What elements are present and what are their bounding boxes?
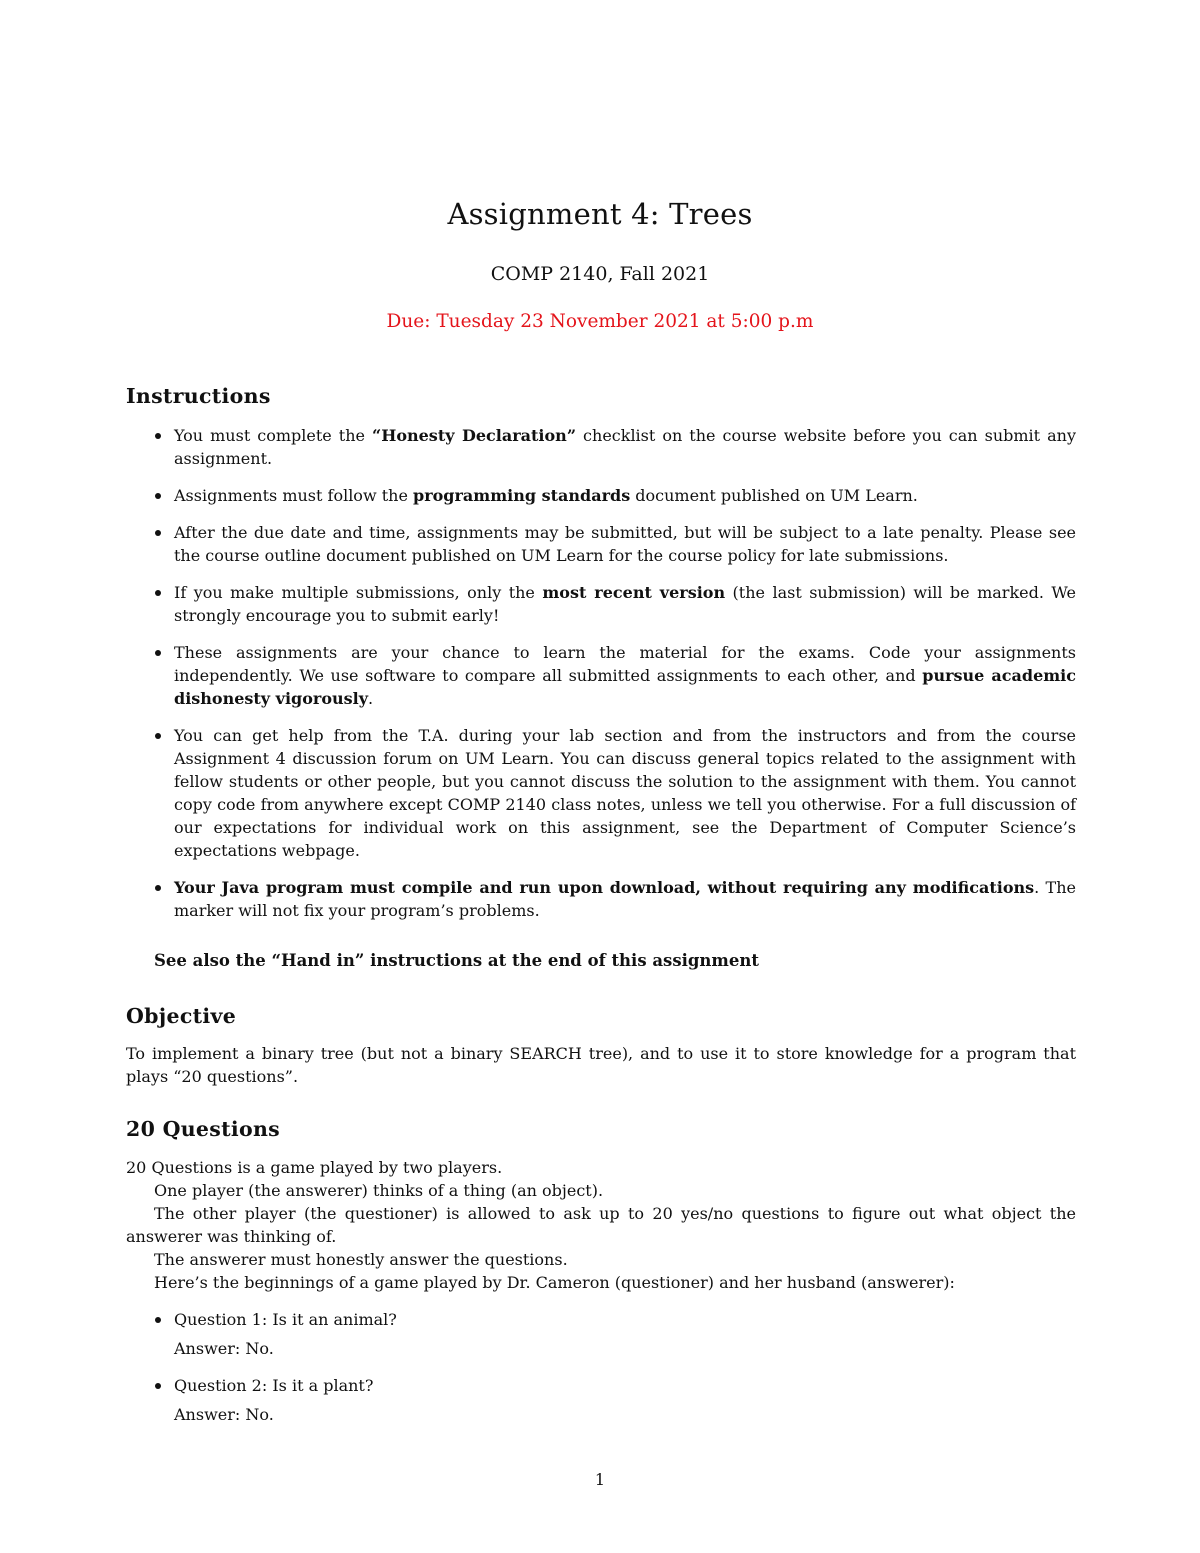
- page-number: 1: [594, 1470, 606, 1489]
- list-item: [126, 424, 1076, 470]
- twenty-questions-section: [126, 1156, 1076, 1426]
- item-text: checklist on the course website before you can submit any assignment.: [174, 426, 1077, 468]
- item-text: Assignments must follow the: [174, 486, 414, 505]
- item-text: These assignments are your chance to learn the material for the exams. Code your assignments independently. We use software to compare all submitted assignments to each other, and: [174, 643, 1076, 685]
- paragraph: 20 Questions is a game played by two players.: [126, 1158, 503, 1177]
- course-subtitle: COMP 2140, Fall 2021: [490, 263, 710, 285]
- paragraph: One player (the answerer) thinks of a thing (an object).: [154, 1181, 604, 1200]
- item-text: . The marker will not fix your program’s problems.: [174, 878, 1076, 920]
- list-item: [126, 1308, 1076, 1360]
- item-text: document published on UM Learn.: [630, 486, 918, 505]
- objective-section: [126, 1042, 1076, 1088]
- item-text: If you make multiple submissions, only the: [174, 583, 543, 602]
- item-bold-text: “Honesty Declaration”: [372, 426, 577, 445]
- question-text: Question 1: Is it an animal?: [174, 1310, 397, 1329]
- answer-text: Answer: No.: [174, 1339, 274, 1358]
- objective-heading: Objective: [126, 1004, 237, 1028]
- paragraph: The other player (the questioner) is allowed to ask up to 20 yes/no questions to figure out what object the answerer was thinking of.: [126, 1204, 1076, 1246]
- item-text: You can get help from the T.A. during your lab section and from the instructors and from the course Assignment 4 discussion forum on UM Learn. You can discuss general topics related to the assignment with fellow students or other people, but you cannot discuss the solution to the assignment with them. You cannot copy code from anywhere except COMP 2140 class notes, unless we tell you otherwise. For a full discussion of our expectations for individual work on this assignment, see the Department of Computer Science’s expectations webpage.: [174, 726, 1076, 860]
- item-text: .: [368, 689, 374, 708]
- objective-text: To implement a binary tree (but not a binary SEARCH tree), and to use it to store knowledge for a program that plays “20 questions”.: [126, 1044, 1076, 1086]
- item-bold-text: Your Java program must compile and run upon download, without requiring any modifications: [174, 878, 1035, 897]
- item-text: (the last submission) will be marked. We strongly encourage you to submit early!: [174, 583, 1076, 625]
- item-bold-text: programming standards: [413, 486, 631, 505]
- list-item: [126, 521, 1076, 567]
- due-date: Due: Tuesday 23 November 2021 at 5:00 p.m: [386, 311, 814, 332]
- question-list: [126, 1308, 1076, 1426]
- paragraph: The answerer must honestly answer the questions.: [154, 1250, 568, 1269]
- item-bold-text: pursue academic dishonesty vigorously: [174, 666, 1077, 708]
- see-also-note: See also the “Hand in” instructions at the end of this assignment: [154, 951, 760, 970]
- item-text: You must complete the: [174, 426, 372, 445]
- instructions-heading: Instructions: [126, 384, 271, 408]
- document-title: Assignment 4: Trees: [447, 197, 753, 231]
- answer-text: Answer: No.: [174, 1405, 274, 1424]
- paragraph: Here’s the beginnings of a game played by Dr. Cameron (questioner) and her husband (answerer):: [154, 1273, 955, 1292]
- list-item: [126, 876, 1076, 922]
- list-item: [126, 1374, 1076, 1426]
- question-text: Question 2: Is it a plant?: [174, 1376, 374, 1395]
- twenty-questions-heading: 20 Questions: [126, 1117, 280, 1141]
- item-bold-text: most recent version: [542, 583, 726, 602]
- list-item: [126, 641, 1076, 710]
- list-item: [126, 581, 1076, 627]
- instructions-list: [126, 424, 1076, 922]
- list-item: [126, 484, 1076, 507]
- item-text: After the due date and time, assignments may be submitted, but will be subject to a late penalty. Please see the course outline document published on UM Learn for the course policy for late submissions.: [174, 523, 1076, 565]
- list-item: [126, 724, 1076, 862]
